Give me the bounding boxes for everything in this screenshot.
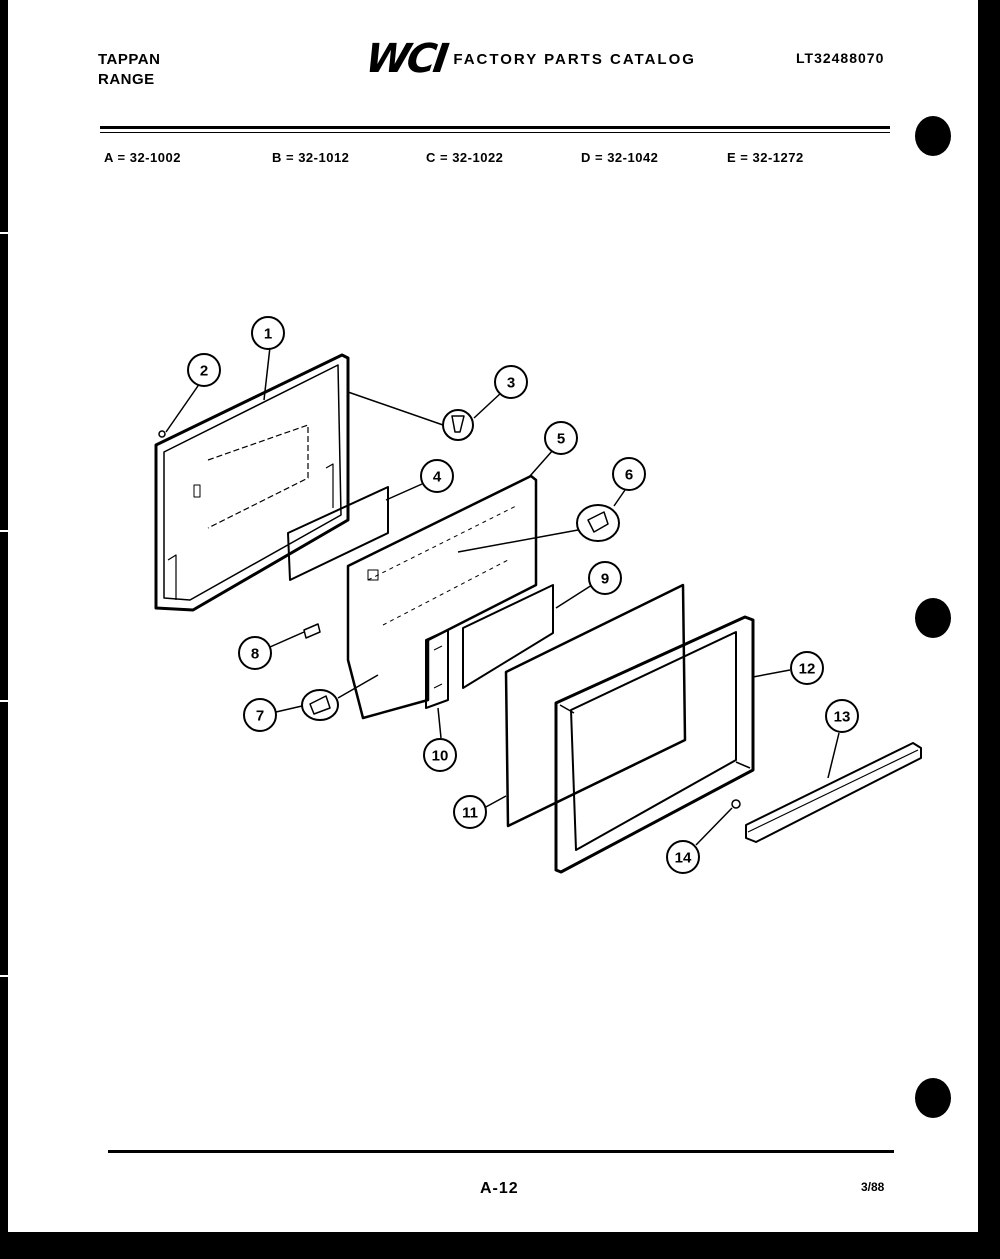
part-door-frame	[556, 617, 753, 872]
callout-8: 8	[250, 645, 260, 663]
callout-4: 4	[432, 468, 442, 486]
catalog-sheet	[8, 0, 978, 1232]
logo-mark: WCI	[362, 36, 449, 82]
footer-rule	[108, 1150, 894, 1153]
binder-hole	[915, 116, 951, 156]
part-clip	[304, 624, 320, 638]
model-code: B = 32-1012	[272, 150, 350, 165]
part-hinge-detail	[443, 410, 473, 440]
part-door-screw	[159, 431, 165, 437]
part-outer-door-panel	[156, 355, 348, 610]
callout-10: 10	[431, 747, 449, 765]
callout-12: 12	[798, 660, 816, 678]
catalog-title: FACTORY PARTS CATALOG	[453, 50, 696, 68]
callout-9: 9	[600, 570, 610, 588]
callout-7: 7	[255, 707, 265, 725]
model-code: A = 32-1002	[104, 150, 181, 165]
model-code: D = 32-1042	[581, 150, 659, 165]
callout-11: 11	[462, 804, 478, 822]
model-number: LT32488070	[796, 50, 885, 66]
part-inner-door-panel	[348, 476, 536, 718]
binder-hole	[915, 1078, 951, 1118]
callout-2: 2	[199, 362, 209, 380]
part-spacer-detail	[302, 690, 338, 720]
callout-5: 5	[556, 430, 566, 448]
part-bracket	[426, 630, 448, 708]
brand-name: TAPPAN	[98, 51, 161, 68]
binder-hole	[915, 598, 951, 638]
page-date: 3/88	[861, 1180, 885, 1194]
part-screw	[732, 800, 740, 808]
callout-6: 6	[624, 466, 634, 484]
callout-3: 3	[506, 374, 516, 392]
part-window-glass	[288, 487, 388, 580]
page-number: A-12	[480, 1180, 519, 1197]
part-latch-detail	[577, 505, 619, 541]
product-name: RANGE	[98, 71, 155, 88]
callout-14: 14	[674, 849, 692, 867]
exploded-parts-diagram	[8, 0, 978, 1232]
model-code: E = 32-1272	[727, 150, 804, 165]
part-glass-panel	[506, 585, 685, 826]
model-code: C = 32-1022	[426, 150, 504, 165]
callout-1: 1	[263, 325, 273, 343]
callout-13: 13	[833, 708, 851, 726]
